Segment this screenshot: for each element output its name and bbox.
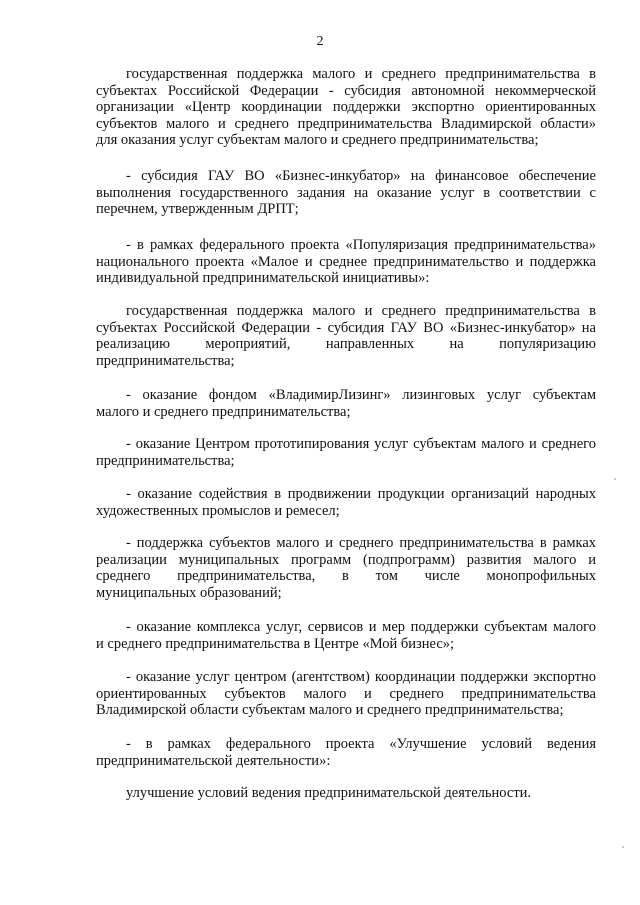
text-line: среднего предпринимательства, в том числе монопрофильных <box>96 568 596 585</box>
paragraph-10 <box>96 669 596 719</box>
text-line: государственная поддержка малого и среднего предпринимательства в <box>126 303 596 319</box>
text-line: муниципальных образований; <box>96 584 282 601</box>
text-line: - поддержка субъектов малого и среднего предпринимательства в рамках <box>126 535 596 551</box>
paragraph-2 <box>96 168 596 218</box>
text-line: субъектов малого и среднего предпринимательства Владимирской области» <box>96 115 596 132</box>
paragraph-11 <box>96 736 596 769</box>
text-line: художественных промыслов и ремесел; <box>96 502 340 519</box>
text-line: - в рамках федерального проекта «Улучшение условий ведения <box>126 736 596 752</box>
text-line: и среднего предпринимательства в Центре «Мой бизнес»; <box>96 635 455 652</box>
scan-speck <box>614 478 616 480</box>
text-line: субъектах Российской Федерации - субсидия автономной некоммерческой <box>96 82 596 99</box>
text-line: - оказание фондом «ВладимирЛизинг» лизинговых услуг субъектам <box>126 387 596 403</box>
text-line: выполнения государственного задания на оказание услуг в соответствии с <box>96 184 596 201</box>
page-number: 2 <box>316 34 324 49</box>
text-line: - оказание комплекса услуг, сервисов и мер поддержки субъектам малого <box>126 619 596 635</box>
paragraph-6 <box>96 436 596 469</box>
text-line: индивидуальной предпринимательской инициативы»: <box>96 270 430 287</box>
text-line: - оказание содействия в продвижении продукции организаций народных <box>126 486 596 502</box>
text-line: улучшение условий ведения предпринимательской деятельности. <box>126 785 532 801</box>
scan-speck <box>622 846 624 848</box>
text-line: - в рамках федерального проекта «Популяризация предпринимательства» <box>126 237 596 253</box>
paragraph-7 <box>96 486 596 519</box>
text-line: - оказание услуг центром (агентством) координации поддержки экспортно <box>126 669 596 685</box>
text-line: национального проекта «Малое и среднее предпринимательство и поддержка <box>96 253 596 270</box>
paragraph-3 <box>96 237 596 287</box>
paragraph-4 <box>96 303 596 369</box>
paragraph-5 <box>96 387 596 420</box>
text-line: - оказание Центром прототипирования услуг субъектам малого и среднего <box>126 436 596 452</box>
text-line: - субсидия ГАУ ВО «Бизнес-инкубатор» на финансовое обеспечение <box>126 168 596 184</box>
text-line: реализацию мероприятий, направленных на популяризацию <box>96 336 596 353</box>
text-line: малого и среднего предпринимательства; <box>96 403 351 420</box>
paragraph-8 <box>96 535 596 601</box>
paragraph-9 <box>96 619 596 652</box>
text-line: субъектах Российской Федерации - субсидия ГАУ ВО «Бизнес-инкубатор» на <box>96 319 596 336</box>
text-line: ориентированных субъектов малого и среднего предпринимательства <box>96 685 596 702</box>
text-line: реализации муниципальных программ (подпрограмм) развития малого и <box>96 551 596 568</box>
text-line: предпринимательской деятельности»: <box>96 752 331 769</box>
text-line: организации «Центр координации поддержки экспортно ориентированных <box>96 99 596 116</box>
paragraph-1 <box>96 66 596 149</box>
text-line: для оказания услуг субъектам малого и среднего предпринимательства; <box>96 132 539 149</box>
text-line: предпринимательства; <box>96 352 235 369</box>
text-line: перечнем, утвержденным ДРПТ; <box>96 201 299 218</box>
paragraph-12 <box>96 785 596 802</box>
text-line: Владимирской области субъектам малого и среднего предпринимательства; <box>96 702 564 719</box>
text-line: предпринимательства; <box>96 452 235 469</box>
text-line: государственная поддержка малого и среднего предпринимательства в <box>126 66 596 82</box>
